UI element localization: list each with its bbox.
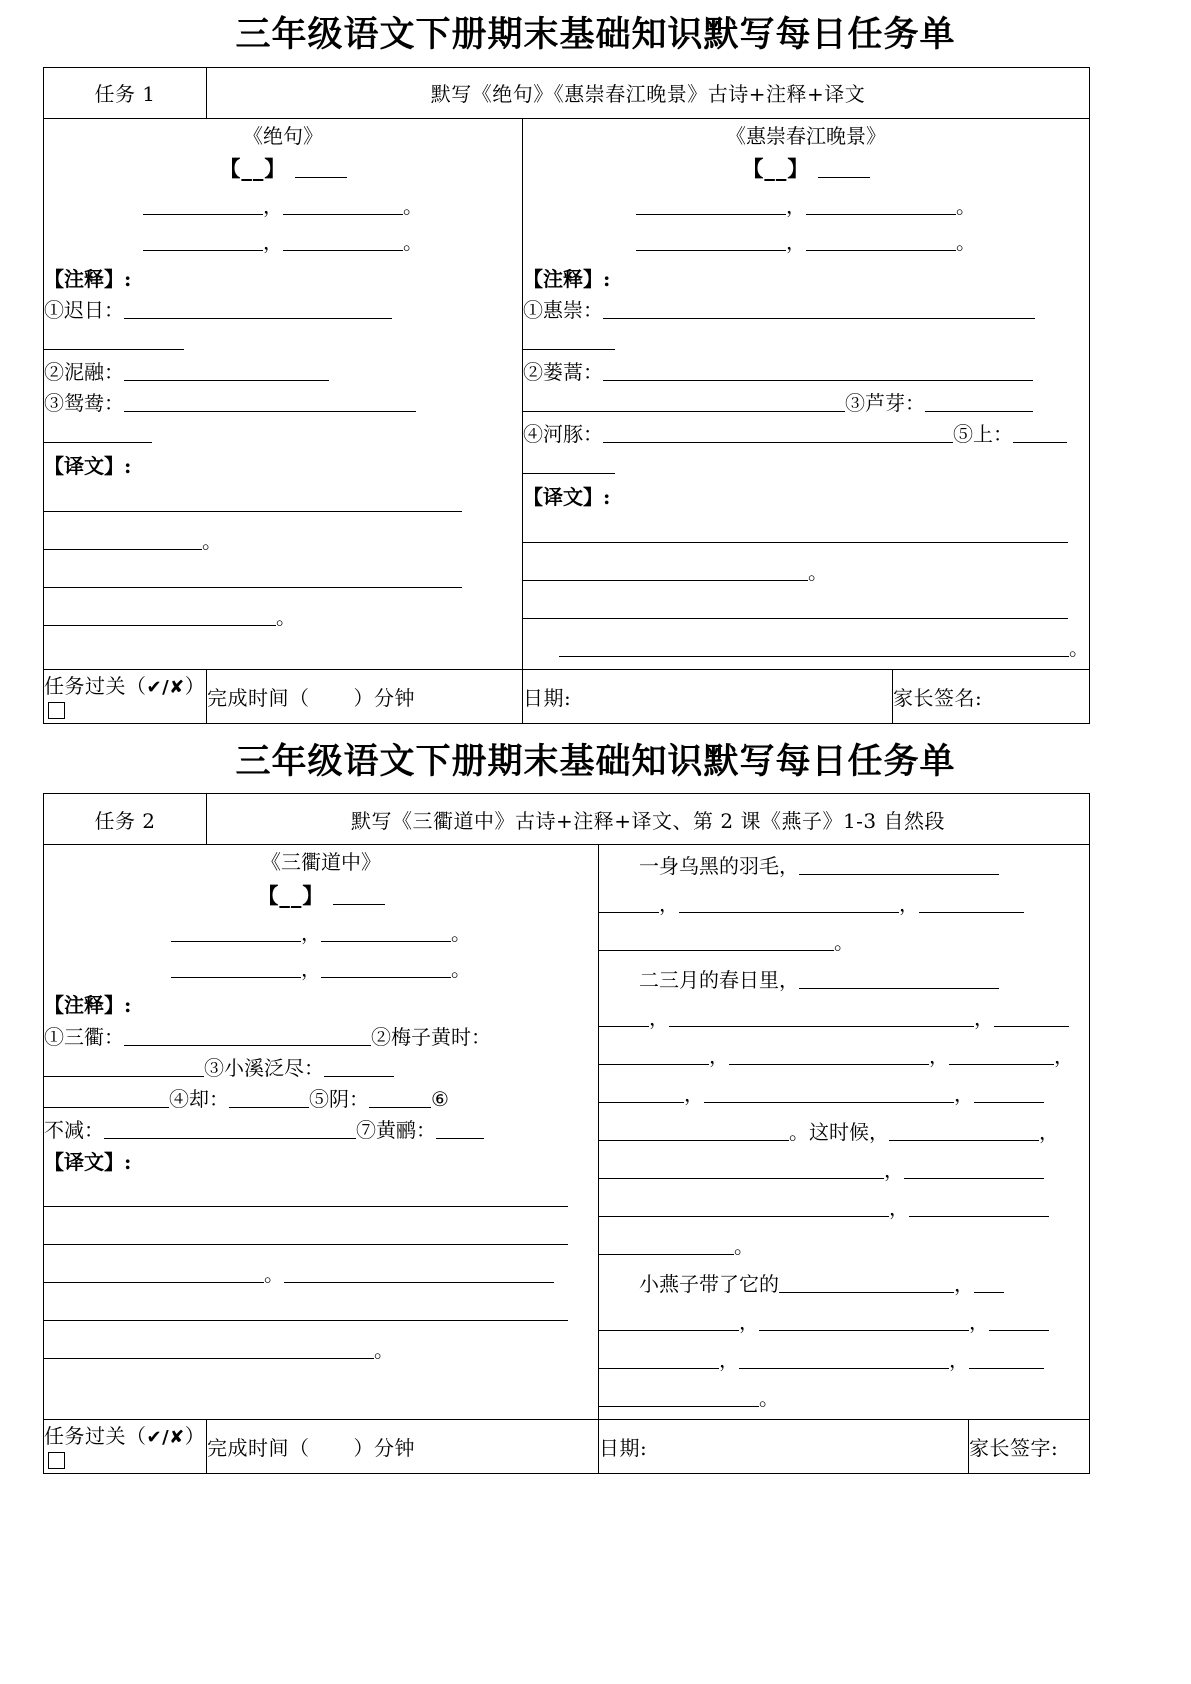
text-blank[interactable] [974,1081,1044,1103]
period-3: 。 [808,559,828,584]
note-answer-blank[interactable] [436,1117,484,1139]
note-answer-blank[interactable] [324,1055,394,1077]
note-marker: ⑦ [356,1117,376,1142]
author-bracket: 【__】 [219,156,287,182]
text-blank[interactable] [599,1309,739,1331]
comma-2: ， [301,957,321,982]
task1-date-cell[interactable]: 日期: [523,669,893,723]
yanzi-para2-line4 [599,1077,1089,1111]
pass-label: 任务过关（ [44,673,147,698]
task1-signature-cell[interactable]: 家长签名: [893,669,1090,723]
note-answer-blank[interactable] [603,359,1033,381]
task1-header-row [44,67,1090,118]
note-item-3 [523,388,1089,418]
yanzi-para1-line1 [599,849,1089,883]
text-blank[interactable] [889,1119,1039,1141]
note-item-1 [523,295,1089,325]
note-marker: ③ [204,1055,224,1080]
author-bracket: 【__】 [257,882,325,908]
poem-author-blank-sanqu [44,880,598,912]
task2-label-cell: 任务 2 [44,794,207,845]
yanzi-para1-line2 [599,887,1089,921]
poem-title-sanqu: 《三衢道中》 [261,850,381,875]
translation-blank[interactable] [44,604,276,626]
task1-description-cell: 默写《绝句》《惠崇春江晚景》古诗+注释+译文 [207,67,1090,118]
comma: ， [949,1348,969,1373]
period-1: 。 [451,920,471,945]
cross-mark-icon: ✘ [169,1427,185,1449]
note-answer-blank[interactable] [925,390,1033,412]
text-blank[interactable] [994,1005,1069,1027]
translation-line-4 [523,631,1089,665]
text-blank[interactable] [729,1043,929,1065]
period-4: 。 [374,1338,394,1363]
note-term: 三衢： [64,1024,124,1049]
comma-2: ， [786,230,806,255]
comma-2: ， [263,230,283,255]
task1-table [43,67,1090,724]
task2-body-row [44,845,1090,1420]
poem-blank[interactable] [321,956,451,978]
note-answer-blank[interactable] [124,390,416,412]
text-blank[interactable] [799,853,999,875]
time-label-end: ）分钟 [353,685,415,710]
text-blank[interactable] [599,1195,889,1217]
comma-1: ， [263,194,283,219]
text-blank[interactable] [989,1309,1049,1331]
poem-blank[interactable] [283,229,403,251]
yanzi-para1-line3 [599,925,1089,959]
time-label-end: ）分钟 [353,1436,415,1461]
comma: ， [1039,1120,1059,1145]
note-item-6-cont [44,1115,598,1145]
comma: ， [899,892,919,917]
check-mark-icon: ✔ [146,676,163,698]
yanzi-para2-line8 [599,1229,1089,1263]
text-blank[interactable] [904,1157,1044,1179]
task2-signature-cell[interactable]: 家长签字: [969,1420,1090,1474]
task1-right-cell [523,118,1090,669]
note-answer-blank[interactable] [603,297,1035,319]
translation-line-5 [44,1333,598,1367]
translation-blank[interactable] [523,597,1068,619]
translation-line-2 [44,524,522,558]
task1-left-cell [44,118,523,669]
author-name-blank[interactable] [333,882,385,905]
translation-blank[interactable] [523,559,808,581]
note-marker: ③ [845,391,865,416]
pass-checkbox[interactable] [48,702,65,719]
translation-blank[interactable] [44,566,462,588]
text-blank[interactable] [799,967,999,989]
notes-label: 【注释】: [44,993,132,1018]
note-marker: ⑥ [431,1086,449,1111]
note-answer-blank[interactable] [124,359,329,381]
note-item-1-cont [523,326,1089,356]
text-blank[interactable] [739,1347,949,1369]
translation-blank[interactable] [44,1223,568,1245]
text-blank[interactable] [949,1043,1054,1065]
task1-footer-row [44,669,1090,723]
note-answer-blank[interactable] [523,390,845,412]
poem-line-1 [523,191,1089,221]
notes-label: 【注释】: [523,266,611,291]
poem-blank[interactable] [143,193,263,215]
comma: ， [884,1158,904,1183]
note-item-1-cont [44,326,522,356]
task2-table [43,793,1090,1474]
check-mark-icon: ✔ [146,1427,163,1449]
task2-description-cell: 默写《三衢道中》古诗+注释+译文、第 2 课《燕子》1-3 自然段 [207,794,1090,845]
translation-line-2 [523,555,1089,589]
period-3: 。 [202,528,222,553]
cross-mark-icon: ✘ [169,676,185,698]
poem-blank[interactable] [321,920,451,942]
note-marker: ④ [169,1086,189,1111]
note-answer-blank[interactable] [44,328,184,350]
task2-pass-cell[interactable] [44,1420,207,1474]
note-answer-blank[interactable] [369,1086,431,1108]
author-name-blank[interactable] [295,155,347,178]
yanzi-para3-line1 [599,1267,1089,1301]
comma: ， [974,1006,994,1031]
note-term: 上： [973,422,1013,447]
text-blank[interactable] [599,1157,884,1179]
slash-separator: / [162,676,170,698]
text-blank[interactable] [759,1309,969,1331]
note-answer-blank[interactable] [603,421,953,443]
note-term: 小溪泛尽： [224,1055,324,1080]
poem-blank[interactable] [171,920,301,942]
period-1: 。 [956,194,976,219]
poem-author-blank-huichong [523,153,1089,185]
text-blank[interactable] [599,1347,719,1369]
note-item-2 [44,357,522,387]
note-answer-blank[interactable] [124,1024,371,1046]
note-item-3 [44,388,522,418]
poem-title-huichong: 《惠崇春江晚景》 [726,123,886,148]
text-blank[interactable] [669,1005,974,1027]
poem-title-jueju: 《绝句》 [243,123,323,148]
translation-blank[interactable] [284,1261,554,1283]
yanzi-para2-line1 [599,963,1089,997]
para2-start-text: 二三月的春日里， [639,968,799,993]
text-blank[interactable] [974,1271,1004,1293]
poem-line-2 [44,227,522,257]
comma: ， [709,1044,729,1069]
para2-mid-text: 。这时候， [789,1120,889,1145]
note-marker: ② [44,360,64,385]
comma: ， [929,1044,949,1069]
note-item-1 [44,1022,598,1052]
comma: ， [954,1082,974,1107]
pass-label: 任务过关（ [44,1424,147,1449]
comma: ， [649,1006,669,1031]
comma: ， [969,1310,989,1335]
translation-blank[interactable] [44,490,462,512]
note-term: 阴： [329,1086,369,1111]
note-marker: ② [523,360,543,385]
period-2: 。 [403,230,423,255]
note-answer-blank[interactable] [44,1086,169,1108]
period: 。 [759,1386,779,1411]
pass-checkbox[interactable] [48,1452,65,1469]
text-blank[interactable] [779,1271,954,1293]
text-blank[interactable] [599,929,834,951]
poem-blank[interactable] [283,193,403,215]
page-title-2: 三年级语文下册期末基础知识默写每日任务单 [235,740,956,782]
comma: ， [1054,1044,1074,1069]
yanzi-para2-line7 [599,1191,1089,1225]
note-term: 迟日： [64,298,124,323]
period: 。 [834,930,854,955]
comma: ， [684,1082,704,1107]
poem-blank[interactable] [636,229,786,251]
poem-blank[interactable] [806,193,956,215]
note-answer-blank[interactable] [44,1055,204,1077]
poem-blank[interactable] [806,229,956,251]
translation-line-1 [44,1181,598,1215]
translation-line-1 [523,517,1089,551]
note-marker: ① [44,1024,64,1049]
comma: ， [889,1196,909,1221]
note-term: 蒌蒿： [543,360,603,385]
note-term: 却： [189,1086,229,1111]
note-answer-blank[interactable] [124,297,392,319]
note-term: 芦芽： [865,391,925,416]
period-3: 。 [264,1262,284,1287]
translation-blank[interactable] [44,1185,568,1207]
text-blank[interactable] [599,1081,684,1103]
comma: ， [659,892,679,917]
poem-line-2 [523,227,1089,257]
translation-blank[interactable] [44,528,202,550]
para1-start-text: 一身乌黑的羽毛， [639,854,799,879]
note-term: 梅子黄时： [391,1024,491,1049]
time-label: 完成时间（ [207,1436,310,1461]
note-term: 泥融： [64,360,124,385]
note-item-2-cont [44,1053,598,1083]
note-term: 不减： [44,1117,104,1142]
note-marker: ① [44,298,64,323]
period-2: 。 [956,230,976,255]
task1-pass-cell[interactable] [44,669,207,723]
note-marker: ① [523,298,543,323]
note-marker: ② [371,1024,391,1049]
period-4: 。 [276,604,296,629]
task1-label-cell: 任务 1 [44,67,207,118]
yanzi-para2-line5 [599,1115,1089,1149]
poem-line-1 [44,191,522,221]
note-answer-blank[interactable] [523,452,615,474]
text-blank[interactable] [909,1195,1049,1217]
author-name-blank[interactable] [818,155,870,178]
text-blank[interactable] [599,1005,649,1027]
note-marker: ⑤ [309,1086,329,1111]
text-blank[interactable] [969,1347,1044,1369]
note-item-3-cont [44,419,522,449]
translation-label: 【译文】: [44,1149,132,1174]
note-answer-blank[interactable] [104,1117,356,1139]
yanzi-para2-line6 [599,1153,1089,1187]
period-4: 。 [1069,635,1090,660]
comma-1: ， [301,920,321,945]
period: 。 [734,1234,754,1259]
task1-time-cell[interactable] [207,669,523,723]
note-item-3-cont [44,1084,598,1114]
yanzi-para3-line3 [599,1343,1089,1377]
translation-line-3 [44,562,522,596]
comma: ， [739,1310,759,1335]
translation-blank[interactable] [559,635,1069,657]
text-blank[interactable] [599,1043,709,1065]
text-blank[interactable] [919,891,1024,913]
text-blank[interactable] [599,1385,759,1407]
notes-label: 【注释】: [44,266,132,291]
translation-line-3 [44,1257,598,1291]
poem-blank[interactable] [143,229,263,251]
translation-line-4 [44,600,522,634]
note-answer-blank[interactable] [1013,421,1067,443]
translation-blank[interactable] [44,1261,264,1283]
task2-header-row [44,794,1090,845]
note-item-4-cont [523,450,1089,480]
poem-author-blank-jueju [44,153,522,185]
poem-line-2 [44,954,598,984]
text-blank[interactable] [599,891,659,913]
yanzi-para3-line2 [599,1305,1089,1339]
page-title-1: 三年级语文下册期末基础知识默写每日任务单 [235,14,956,55]
comma-1: ， [786,194,806,219]
translation-blank[interactable] [523,521,1068,543]
note-answer-blank[interactable] [44,421,152,443]
yanzi-para3-line4 [599,1381,1089,1415]
task1-body-row [44,118,1090,669]
comma: ， [719,1348,739,1373]
note-marker: ⑤ [953,422,973,447]
slash-separator: / [162,1427,170,1449]
translation-line-1 [44,486,522,520]
translation-label: 【译文】: [523,485,611,510]
task2-left-cell [44,845,599,1420]
pass-label-end: ） [184,673,206,698]
note-term: 惠崇： [543,298,603,323]
translation-line-4 [44,1295,598,1329]
note-marker: ③ [44,391,64,416]
note-item-2 [523,357,1089,387]
note-term: 黄鹂： [376,1117,436,1142]
note-term: 鸳鸯： [64,391,124,416]
translation-line-3 [523,593,1089,627]
pass-label-end: ） [184,1424,206,1449]
task2-time-cell[interactable] [207,1420,599,1474]
text-blank[interactable] [599,1233,734,1255]
task2-date-cell[interactable]: 日期: [599,1420,969,1474]
time-label: 完成时间（ [207,685,310,710]
note-answer-blank[interactable] [229,1086,309,1108]
note-term: 河豚： [543,422,603,447]
note-item-1 [44,295,522,325]
translation-blank[interactable] [44,1299,568,1321]
poem-blank[interactable] [171,956,301,978]
task2-footer-row [44,1420,1090,1474]
text-blank[interactable] [679,891,899,913]
yanzi-para2-line3 [599,1039,1089,1073]
translation-label: 【译文】: [44,454,132,479]
task2-right-cell [599,845,1090,1420]
note-answer-blank[interactable] [523,328,615,350]
poem-blank[interactable] [636,193,786,215]
yanzi-para2-line2 [599,1001,1089,1035]
period-2: 。 [451,957,471,982]
translation-blank[interactable] [44,1337,374,1359]
text-blank[interactable] [599,1119,789,1141]
translation-line-2 [44,1219,598,1253]
note-marker: ④ [523,422,543,447]
poem-line-1 [44,918,598,948]
para3-start-text: 小燕子带了它的 [639,1272,779,1297]
comma: ， [954,1272,974,1297]
author-bracket: 【__】 [742,156,810,182]
note-item-4 [523,419,1089,449]
period-1: 。 [403,194,423,219]
text-blank[interactable] [704,1081,954,1103]
